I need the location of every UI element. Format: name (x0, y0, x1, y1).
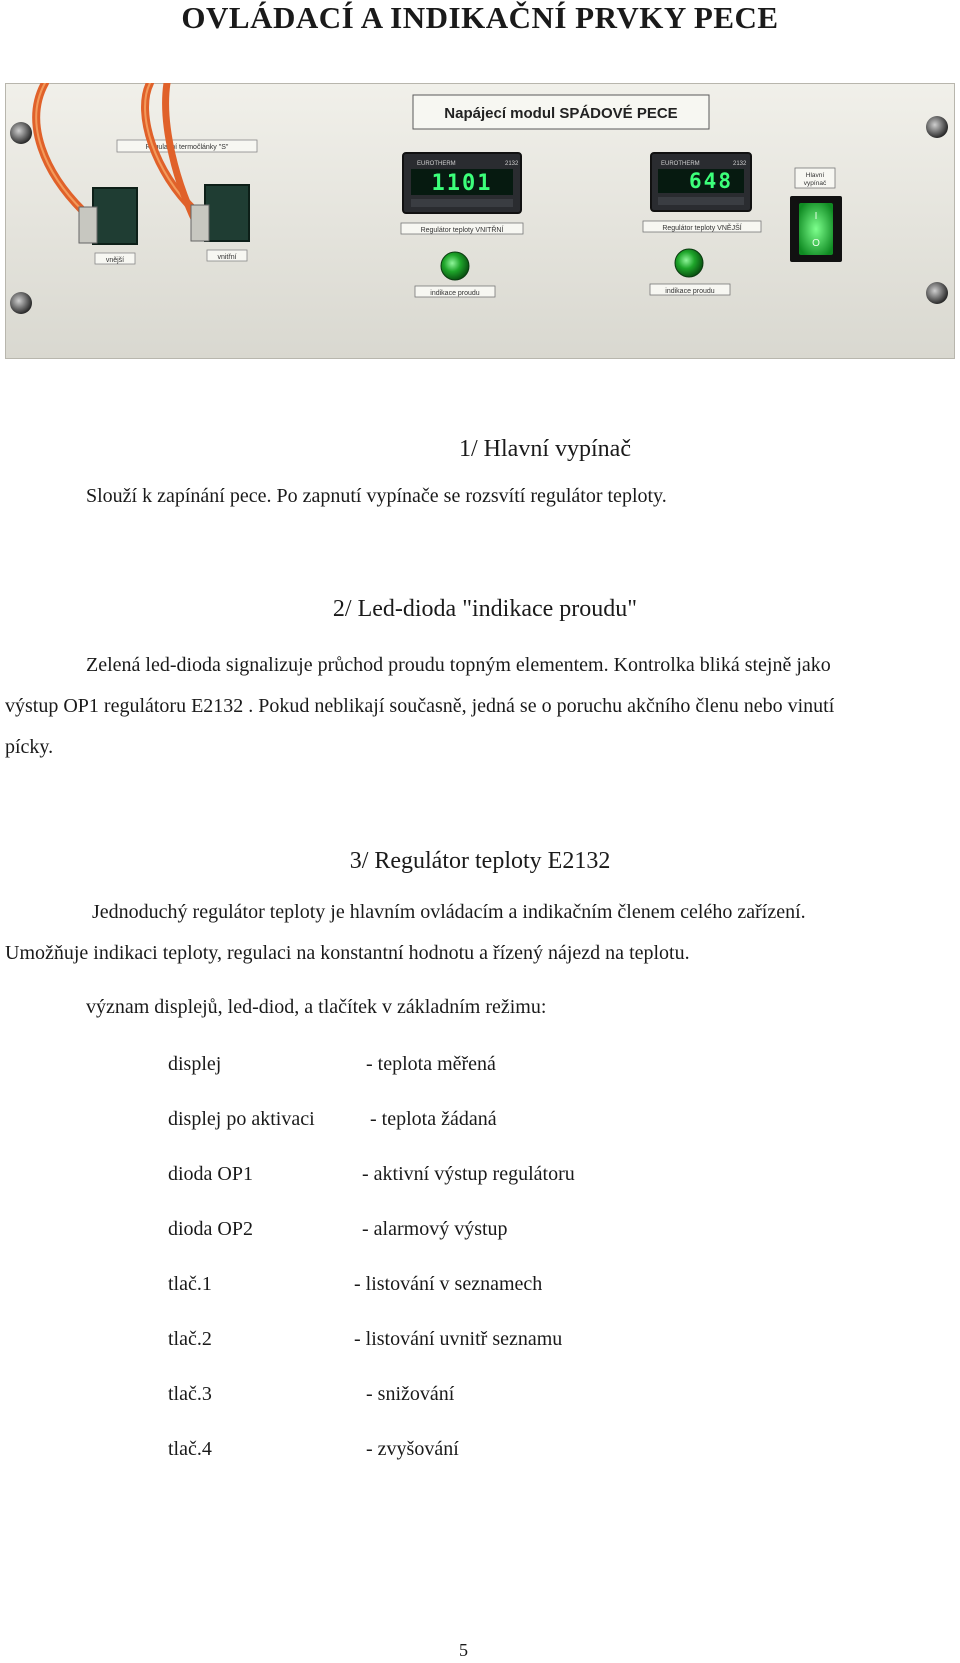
socket-outer (93, 188, 137, 244)
desc-button-1: - listování v seznamech (354, 1273, 543, 1295)
display-right-value: 648 (689, 169, 733, 193)
svg-text:I: I (814, 211, 818, 222)
document-title: OVLÁDACÍ A INDIKAČNÍ PRVKY PECE (181, 0, 779, 35)
section-3-line-1: Jednoduchý regulátor teploty je hlavním ovládacím a indikačním členem celého zařízení. (92, 901, 806, 923)
term-diode-op2: dioda OP2 (168, 1218, 253, 1240)
section-2-line-3: pícky. (5, 736, 54, 758)
desc-display-activated: - teplota žádaná (370, 1108, 497, 1130)
controller-left-label: Regulátor teploty VNITŘNÍ (420, 227, 504, 234)
term-button-2: tlač.2 (168, 1328, 212, 1350)
screw-icon (10, 292, 32, 314)
term-button-4: tlač.4 (168, 1438, 212, 1460)
svg-text:vypínač: vypínač (803, 180, 827, 187)
term-display: displej (168, 1053, 222, 1075)
socket-outer-label: vnější (105, 257, 125, 264)
screw-icon (926, 116, 948, 138)
display-left-value: 1101 (431, 171, 493, 196)
term-display-activated: displej po aktivaci (168, 1108, 315, 1130)
current-indicator-led-right (675, 249, 703, 277)
svg-text:EUROTHERM: EUROTHERM (417, 161, 456, 167)
thermocouple-label: Regulační termočlánky "S" (145, 144, 229, 151)
led-right-label: indikace proudu (665, 288, 715, 295)
screw-icon (10, 122, 32, 144)
desc-diode-op1: - aktivní výstup regulátoru (362, 1163, 575, 1185)
term-diode-op1: dioda OP1 (168, 1163, 253, 1185)
term-button-1: tlač.1 (168, 1273, 212, 1295)
desc-button-2: - listování uvnitř seznamu (354, 1328, 563, 1350)
panel-title-label: Napájecí modul SPÁDOVÉ PECE (444, 105, 678, 122)
section-3-line-2: Umožňuje indikaci teploty, regulaci na konstantní hodnotu a řízený nájezd na teplotu. (5, 942, 690, 964)
term-button-3: tlač.3 (168, 1383, 212, 1405)
socket-inner (205, 185, 249, 241)
svg-text:EUROTHERM: EUROTHERM (661, 161, 700, 167)
section-3-intro: význam displejů, led-diod, a tlačítek v základním režimu: (86, 996, 547, 1018)
section-1-heading: 1/ Hlavní vypínač (459, 436, 631, 462)
svg-text:O: O (812, 238, 820, 249)
desc-button-4: - zvyšování (366, 1438, 459, 1460)
section-3-heading: 3/ Regulátor teploty E2132 (349, 848, 611, 874)
section-1-text: Slouží k zapínání pece. Po zapnutí vypínače se rozsvítí regulátor teploty. (86, 485, 667, 507)
desc-diode-op2: - alarmový výstup (362, 1218, 508, 1240)
svg-text:Hlavní: Hlavní (805, 172, 825, 179)
led-left-label: indikace proudu (430, 290, 480, 297)
svg-text:2132: 2132 (733, 161, 747, 167)
screw-icon (926, 282, 948, 304)
section-2-line-2: výstup OP1 regulátoru E2132 . Pokud neblikají současně, jedná se o poruchu akčního členu nebo vinutí (5, 695, 835, 717)
current-indicator-led-left (441, 252, 469, 280)
desc-display: - teplota měřená (366, 1053, 496, 1075)
desc-button-3: - snižování (366, 1383, 455, 1405)
socket-inner-label: vnitřní (217, 254, 237, 261)
section-2-heading: 2/ Led-dioda "indikace proudu" (332, 596, 638, 622)
section-2-line-1: Zelená led-dioda signalizuje průchod proudu topným elementem. Kontrolka bliká stejně jako (86, 654, 831, 676)
control-panel-photo (5, 83, 955, 359)
svg-text:2132: 2132 (505, 161, 519, 167)
controller-right-label: Regulátor teploty VNĚJŠÍ (662, 225, 742, 232)
page-number: 5 (459, 1640, 468, 1660)
